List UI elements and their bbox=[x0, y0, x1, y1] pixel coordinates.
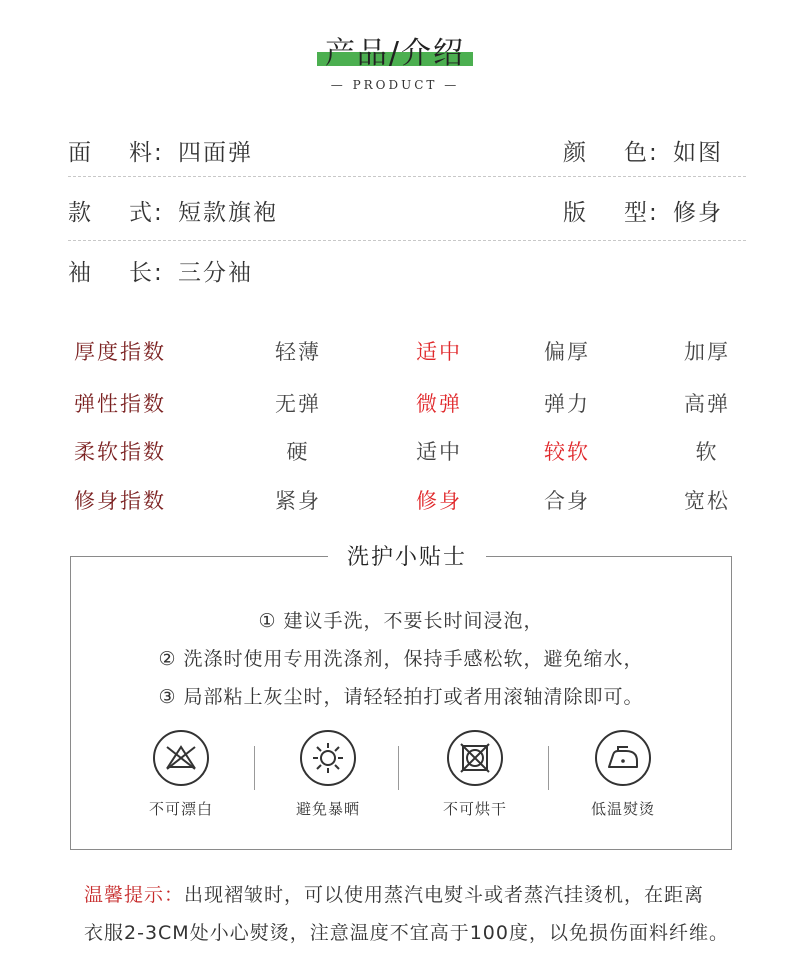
icon-divider bbox=[548, 746, 549, 790]
index-name: 厚度指数 bbox=[74, 340, 166, 364]
index-name: 修身指数 bbox=[74, 489, 166, 513]
spec-label: 袖长 bbox=[68, 260, 154, 286]
index-option: 硬 bbox=[286, 440, 310, 464]
index-option-selected: 适中 bbox=[416, 340, 462, 364]
index-name: 柔软指数 bbox=[74, 440, 166, 464]
spec-label: 版型 bbox=[563, 200, 649, 226]
avoid-sun-icon bbox=[300, 730, 356, 786]
warm-tip-line bbox=[84, 918, 744, 945]
spec-row bbox=[68, 134, 746, 194]
section-header bbox=[0, 28, 790, 72]
index-option: 加厚 bbox=[684, 340, 730, 364]
index-name: 弹性指数 bbox=[74, 392, 166, 416]
spec-separator: : bbox=[154, 260, 164, 286]
warm-tip-text: 衣服2-3CM处小心熨烫，注意温度不宜高于100度，以免损伤面料纤维。 bbox=[84, 922, 729, 944]
index-option: 无弹 bbox=[275, 392, 321, 416]
index-option-selected: 修身 bbox=[416, 489, 462, 513]
index-row bbox=[0, 436, 790, 476]
index-option: 偏厚 bbox=[544, 340, 590, 364]
low-iron-icon bbox=[595, 730, 651, 786]
index-row bbox=[0, 485, 790, 525]
spec-value: 三分袖 bbox=[178, 260, 253, 286]
index-option: 弹力 bbox=[544, 392, 590, 416]
index-option: 高弹 bbox=[684, 392, 730, 416]
care-icon-low-iron bbox=[568, 730, 678, 819]
care-title: 洗护小贴士 bbox=[328, 540, 486, 571]
warm-tip-label: 温馨提示： bbox=[84, 884, 185, 906]
care-icon-label: 不可烘干 bbox=[442, 800, 507, 818]
index-option: 紧身 bbox=[275, 489, 321, 513]
spec-label: 颜色 bbox=[563, 140, 649, 166]
icon-divider bbox=[254, 746, 255, 790]
spec-value: 修身 bbox=[673, 200, 723, 226]
spec-label: 款式 bbox=[68, 200, 154, 226]
spec-separator: : bbox=[649, 200, 659, 226]
dashed-divider bbox=[68, 240, 746, 241]
index-row bbox=[0, 388, 790, 428]
no-bleach-icon bbox=[153, 730, 209, 786]
care-icon-avoid-sun bbox=[273, 730, 383, 819]
spec-row bbox=[68, 194, 746, 254]
care-icon-no-tumble-dry bbox=[420, 730, 530, 819]
care-icon-label: 不可漂白 bbox=[148, 800, 213, 818]
warm-tip-text: 出现褶皱时，可以使用蒸汽电熨斗或者蒸汽挂烫机，在距离 bbox=[184, 884, 705, 906]
care-icon-no-bleach bbox=[126, 730, 236, 819]
spec-row bbox=[68, 254, 746, 314]
index-option: 宽松 bbox=[684, 489, 730, 513]
index-option-selected: 较软 bbox=[544, 440, 590, 464]
dashed-divider bbox=[68, 176, 746, 177]
care-tip: ② 洗涤时使用专用洗涤剂，保持手感松软，避免缩水， bbox=[158, 648, 644, 670]
care-icon-label: 避免暴晒 bbox=[295, 800, 360, 818]
care-tip: ③ 局部粘上灰尘时，请轻轻拍打或者用滚轴清除即可。 bbox=[158, 686, 644, 708]
care-icon-label: 低温熨烫 bbox=[590, 800, 655, 818]
spec-separator: : bbox=[154, 140, 164, 166]
warm-tip-line bbox=[84, 880, 744, 907]
spec-label: 面料 bbox=[68, 140, 154, 166]
index-option: 轻薄 bbox=[275, 340, 321, 364]
care-tip: ① 建议手洗，不要长时间浸泡， bbox=[258, 610, 544, 632]
index-row bbox=[0, 336, 790, 376]
index-option-selected: 微弹 bbox=[416, 392, 462, 416]
spec-separator: : bbox=[154, 200, 164, 226]
spec-value: 短款旗袍 bbox=[178, 200, 278, 226]
page-title-text: 产品/介绍 bbox=[324, 36, 466, 71]
no-tumble-dry-icon bbox=[447, 730, 503, 786]
spec-separator: : bbox=[649, 140, 659, 166]
index-option: 软 bbox=[695, 440, 719, 464]
page-subtitle: — PRODUCT — bbox=[330, 78, 460, 92]
index-option: 合身 bbox=[544, 489, 590, 513]
spec-value: 如图 bbox=[673, 140, 723, 166]
spec-value: 四面弹 bbox=[178, 140, 253, 166]
icon-divider bbox=[398, 746, 399, 790]
index-option: 适中 bbox=[416, 440, 462, 464]
page-title bbox=[321, 28, 469, 72]
